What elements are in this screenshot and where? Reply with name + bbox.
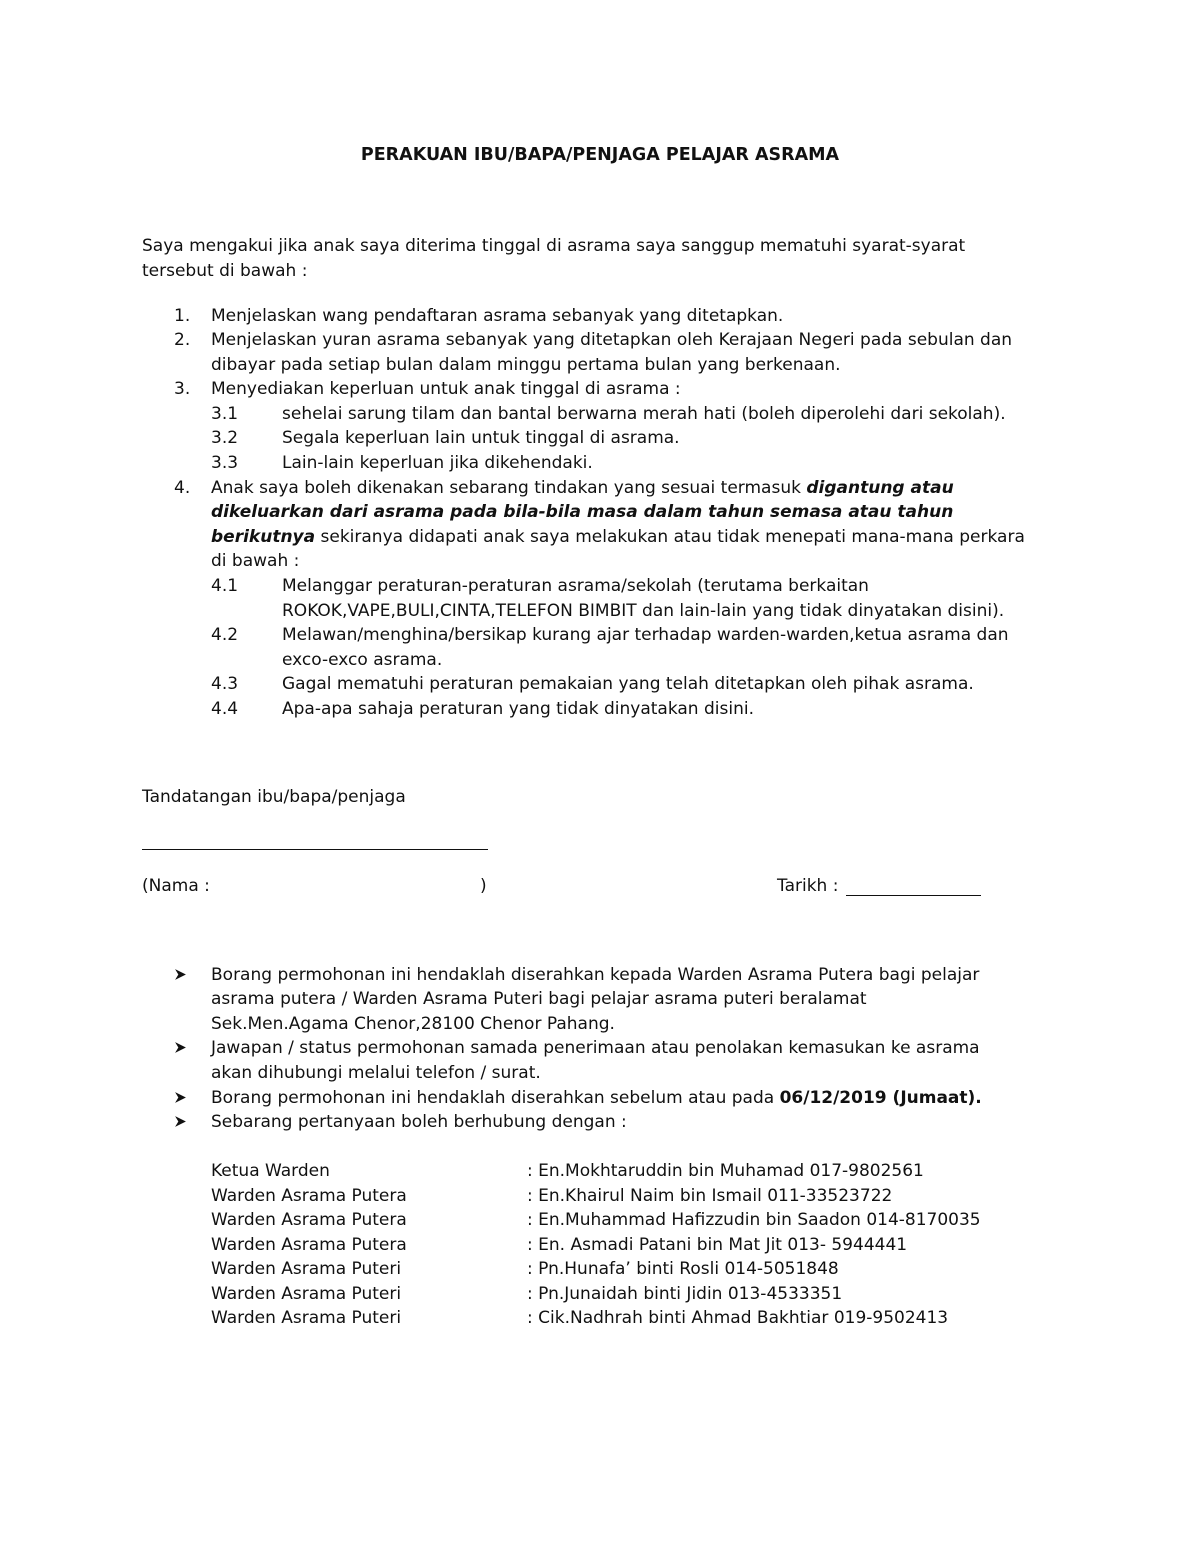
- item-number: 4.: [174, 478, 191, 498]
- note-2-line-1: Jawapan / status permohonan samada penerimaan atau penolakan kemasukan ke asrama: [211, 1038, 980, 1058]
- subitem-number: 3.1: [211, 404, 239, 424]
- subitem-number: 3.3: [211, 453, 239, 473]
- contact-role: Warden Asrama Puteri: [211, 1284, 402, 1304]
- contact-info: : Pn.Hunafa’ binti Rosli 014-5051848: [527, 1259, 839, 1279]
- note-1-line-3: Sek.Men.Agama Chenor,28100 Chenor Pahang.: [211, 1014, 615, 1034]
- item-4-text-line-1: [211, 476, 954, 501]
- contact-info: : En.Khairul Naim bin Ismail 011-33523722: [527, 1186, 893, 1206]
- note-2-line-2: akan dihubungi melalui telefon / surat.: [211, 1063, 541, 1083]
- subitem-4-2-text-line-1: Melawan/menghina/bersikap kurang ajar terhadap warden-warden,ketua asrama dan: [282, 625, 1009, 645]
- document-title: PERAKUAN IBU/BAPA/PENJAGA PELAJAR ASRAMA: [360, 145, 840, 165]
- arrowhead-bullet-icon: [174, 1086, 196, 1104]
- note-3-plain-text: Borang permohonan ini hendaklah diserahkan sebelum atau pada: [211, 1088, 780, 1108]
- subitem-number: 3.2: [211, 428, 239, 448]
- contact-info: : En.Mokhtaruddin bin Muhamad 017-9802561: [527, 1161, 924, 1181]
- intro-line-1: Saya mengakui jika anak saya diterima tinggal di asrama saya sanggup mematuhi syarat-syarat: [142, 236, 966, 256]
- contact-info: : En.Muhammad Hafizzudin bin Saadon 014-8170035: [527, 1210, 981, 1230]
- item-4-emphasis: berikutnya: [211, 527, 316, 547]
- name-field-close: ): [480, 876, 487, 896]
- note-1-line-1: Borang permohonan ini hendaklah diserahkan kepada Warden Asrama Putera bagi pelajar: [211, 965, 980, 985]
- arrowhead-bullet-icon: [174, 1110, 196, 1128]
- item-4-text-line-3: [211, 525, 1025, 550]
- item-3-text: Menyediakan keperluan untuk anak tinggal di asrama :: [211, 379, 681, 399]
- note-1-line-2: asrama putera / Warden Asrama Puteri bagi pelajar asrama puteri beralamat: [211, 989, 867, 1009]
- subitem-number: 4.1: [211, 576, 239, 596]
- item-1-text: Menjelaskan wang pendaftaran asrama sebanyak yang ditetapkan.: [211, 306, 784, 326]
- signature-line: [142, 849, 488, 850]
- contact-role: Warden Asrama Putera: [211, 1235, 407, 1255]
- contact-role: Warden Asrama Puteri: [211, 1259, 402, 1279]
- item-4-text-line-4: di bawah :: [211, 551, 300, 571]
- item-4-plain-text: sekiranya didapati anak saya melakukan atau tidak menepati mana-mana perkara: [315, 527, 1025, 547]
- subitem-4-4-text: Apa-apa sahaja peraturan yang tidak dinyatakan disini.: [282, 699, 754, 719]
- subitem-number: 4.4: [211, 699, 239, 719]
- subitem-3-2-text: Segala keperluan lain untuk tinggal di asrama.: [282, 428, 680, 448]
- subitem-3-1-text: sehelai sarung tilam dan bantal berwarna merah hati (boleh diperolehi dari sekolah).: [282, 404, 1006, 424]
- contact-info: : Pn.Junaidah binti Jidin 013-4533351: [527, 1284, 843, 1304]
- contact-info: : En. Asmadi Patani bin Mat Jit 013- 5944441: [527, 1235, 908, 1255]
- contact-info: : Cik.Nadhrah binti Ahmad Bakhtiar 019-9502413: [527, 1308, 949, 1328]
- subitem-number: 4.3: [211, 674, 239, 694]
- subitem-4-2-text-line-2: exco-exco asrama.: [282, 650, 443, 670]
- subitem-number: 4.2: [211, 625, 239, 645]
- date-label: Tarikh :: [777, 876, 839, 896]
- signature-label: Tandatangan ibu/bapa/penjaga: [142, 787, 406, 807]
- item-number: 2.: [174, 330, 191, 350]
- item-2-text-line-1: Menjelaskan yuran asrama sebanyak yang ditetapkan oleh Kerajaan Negeri pada sebulan dan: [211, 330, 1013, 350]
- arrowhead-bullet-icon: [174, 1036, 196, 1054]
- contact-role: Warden Asrama Putera: [211, 1210, 407, 1230]
- item-4-emphasis: digantung atau: [806, 478, 954, 498]
- item-4-emphasis-line-2: dikeluarkan dari asrama pada bila-bila masa dalam tahun semasa atau tahun: [211, 502, 954, 522]
- subitem-3-3-text: Lain-lain keperluan jika dikehendaki.: [282, 453, 593, 473]
- date-line: [846, 895, 981, 896]
- item-4-plain-text: Anak saya boleh dikenakan sebarang tindakan yang sesuai termasuk: [211, 478, 807, 498]
- deadline-date: 06/12/2019 (Jumaat).: [779, 1088, 982, 1108]
- arrowhead-bullet-icon: [174, 963, 196, 981]
- note-4: Sebarang pertanyaan boleh berhubung dengan :: [211, 1112, 627, 1132]
- contact-role: Warden Asrama Puteri: [211, 1308, 402, 1328]
- item-number: 1.: [174, 306, 191, 326]
- subitem-4-1-text-line-2: ROKOK,VAPE,BULI,CINTA,TELEFON BIMBIT dan lain-lain yang tidak dinyatakan disini).: [282, 601, 1005, 621]
- subitem-4-1-text-line-1: Melanggar peraturan-peraturan asrama/sekolah (terutama berkaitan: [282, 576, 869, 596]
- contact-role: Ketua Warden: [211, 1161, 330, 1181]
- name-field-open: (Nama :: [142, 876, 210, 896]
- note-3: [211, 1086, 982, 1111]
- intro-line-2: tersebut di bawah :: [142, 261, 308, 281]
- contact-role: Warden Asrama Putera: [211, 1186, 407, 1206]
- subitem-4-3-text: Gagal mematuhi peraturan pemakaian yang telah ditetapkan oleh pihak asrama.: [282, 674, 974, 694]
- item-number: 3.: [174, 379, 191, 399]
- item-2-text-line-2: dibayar pada setiap bulan dalam minggu pertama bulan yang berkenaan.: [211, 355, 841, 375]
